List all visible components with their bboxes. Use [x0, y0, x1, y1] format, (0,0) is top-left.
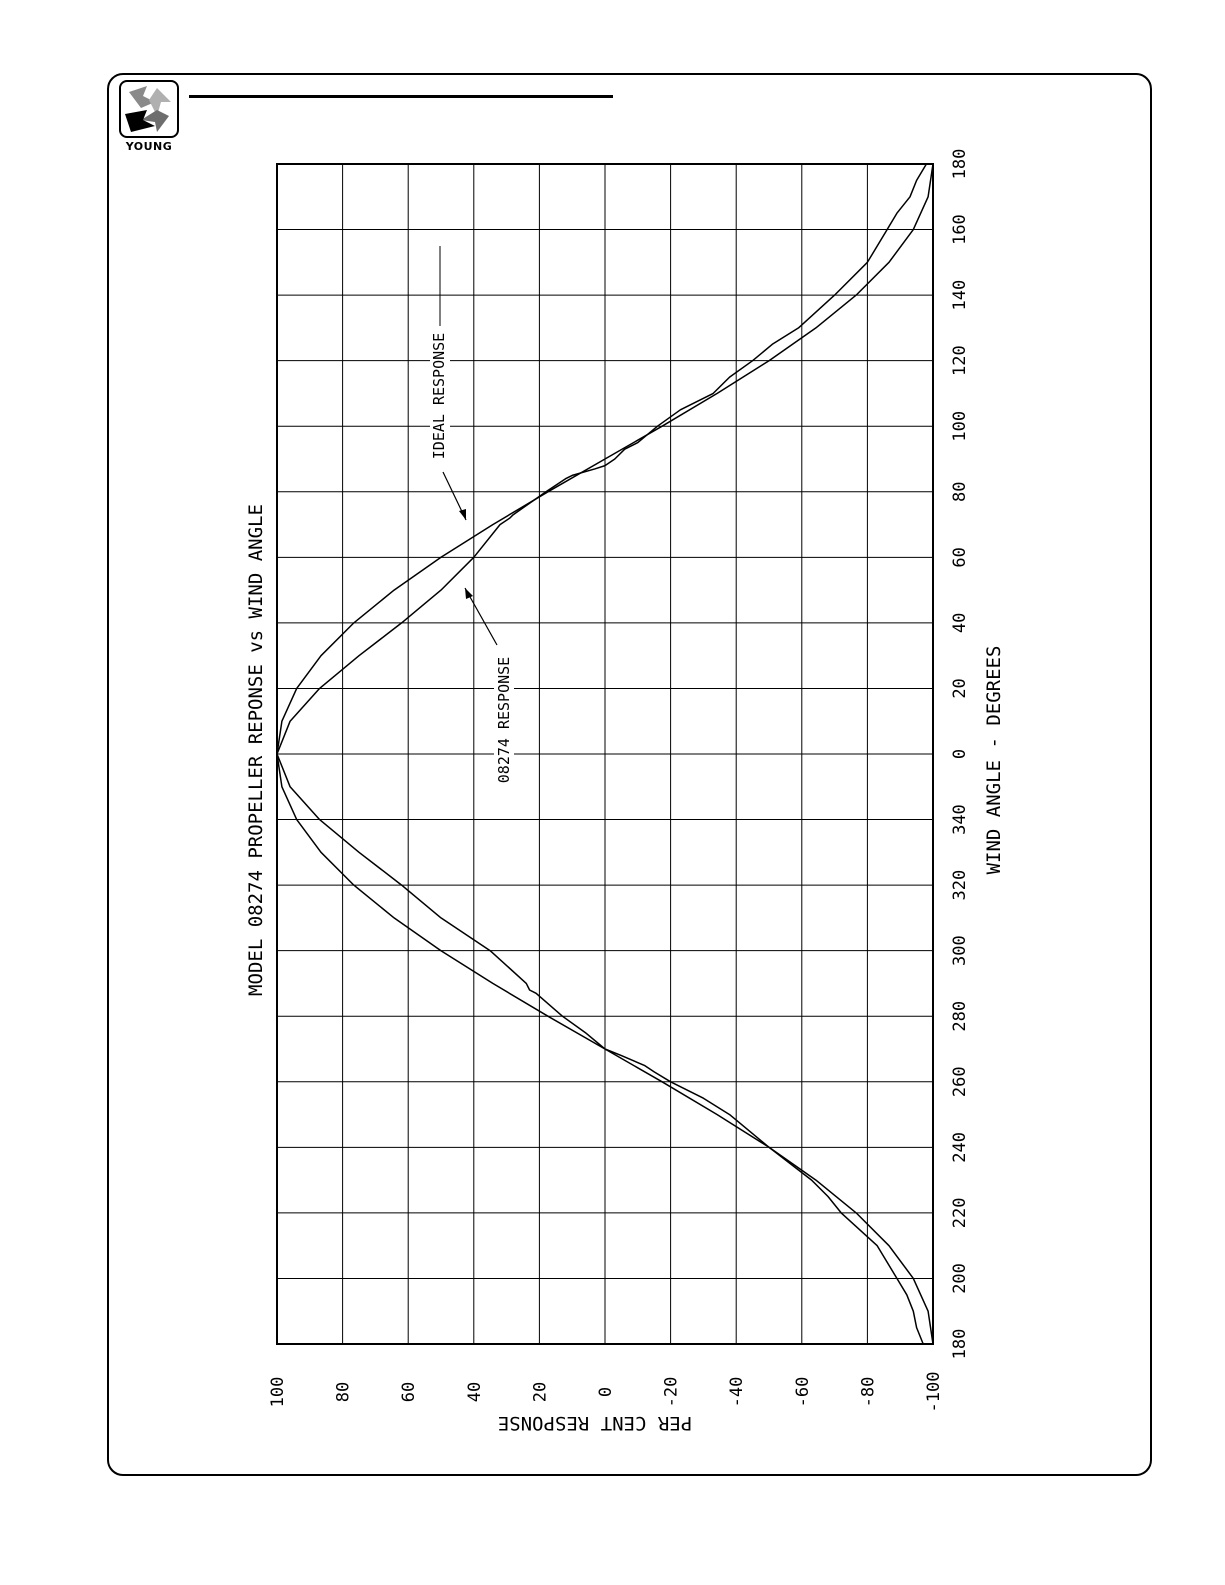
- x-axis-label: WIND ANGLE - DEGREES: [983, 645, 1005, 875]
- y-tick-label: -100: [924, 1371, 944, 1413]
- x-tick-label: 240: [950, 1131, 970, 1163]
- y-axis-label: PER CENT RESPONSE: [497, 1412, 693, 1434]
- x-tick-label: 100: [950, 410, 970, 442]
- x-tick-label: 120: [950, 345, 970, 377]
- y-tick-label: 80: [333, 1381, 354, 1403]
- x-tick-label: 220: [950, 1197, 970, 1229]
- x-tick-label: 160: [950, 214, 970, 245]
- x-tick-label: 80: [950, 481, 970, 503]
- x-tick-label: 20: [950, 678, 970, 699]
- annotation-08274: 08274 RESPONSE: [495, 656, 513, 784]
- x-tick-label: 140: [950, 279, 970, 311]
- annotation-ideal: IDEAL RESPONSE: [430, 332, 448, 460]
- logo-wordmark: YOUNG: [125, 140, 173, 153]
- y-tick-label: 40: [464, 1381, 485, 1403]
- x-tick-label: 0: [950, 748, 970, 760]
- y-tick-label: 0: [596, 1386, 616, 1398]
- chart-title: MODEL 08274 PROPELLER REPONSE vs WIND ANGLE: [245, 504, 267, 996]
- y-tick-label: -20: [661, 1376, 682, 1408]
- y-tick-label: 60: [399, 1381, 420, 1403]
- y-tick-label: -40: [727, 1376, 748, 1408]
- y-tick-label: -60: [792, 1376, 813, 1408]
- x-tick-label: 320: [950, 869, 970, 901]
- x-tick-label: 300: [950, 935, 970, 967]
- x-tick-label: 200: [950, 1263, 970, 1294]
- x-tick-label: 280: [950, 1000, 970, 1032]
- x-tick-label: 60: [950, 547, 970, 568]
- annotation-08274-arrowhead: [465, 588, 473, 599]
- x-tick-label: 180: [950, 148, 970, 180]
- x-tick-label: 180: [950, 1328, 970, 1360]
- y-tick-label: -80: [858, 1376, 879, 1408]
- x-tick-label: 340: [950, 804, 970, 835]
- y-tick-label: 100: [268, 1376, 288, 1408]
- annotation-ideal-arrowhead: [459, 509, 466, 520]
- y-tick-label: 20: [530, 1381, 551, 1403]
- chart-labels: [245, 149, 1005, 1434]
- x-tick-label: 40: [950, 612, 970, 634]
- x-tick-label: 260: [950, 1066, 970, 1098]
- chart-grid: [277, 164, 933, 1344]
